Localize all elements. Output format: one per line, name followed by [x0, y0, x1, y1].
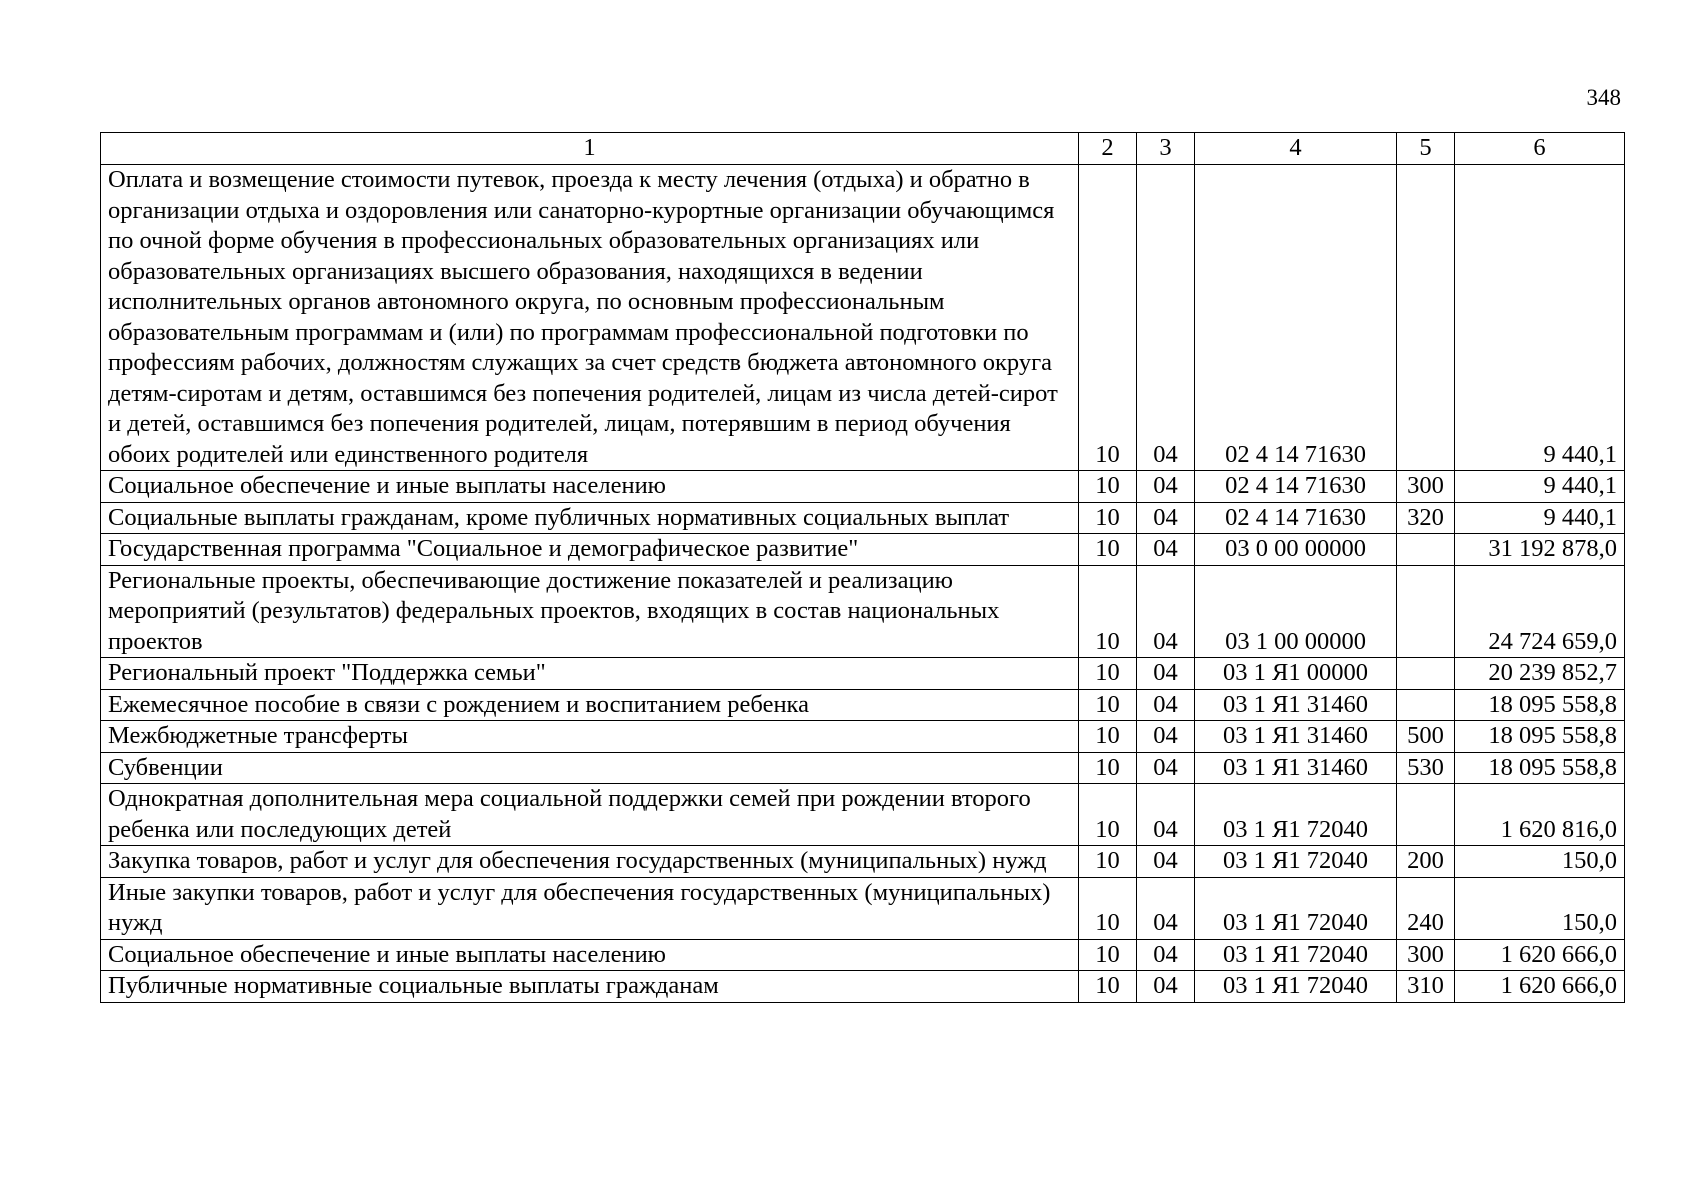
subsection-code-cell: 04 [1137, 689, 1195, 721]
subsection-code-cell: 04 [1137, 502, 1195, 534]
row-name-cell: Региональные проекты, обеспечивающие достижение показателей и реализацию мероприятий (результатов) федеральных проектов, входящих в состав национальных проектов [101, 565, 1079, 658]
row-name-cell: Публичные нормативные социальные выплаты гражданам [101, 971, 1079, 1003]
target-article-cell: 03 1 Я1 72040 [1195, 939, 1397, 971]
table-header-row [101, 133, 1625, 165]
expense-type-cell [1397, 784, 1455, 846]
subsection-code-cell: 04 [1137, 165, 1195, 471]
expense-type-cell: 300 [1397, 471, 1455, 503]
row-name-cell: Субвенции [101, 752, 1079, 784]
table-row [101, 784, 1625, 846]
target-article-cell: 03 1 Я1 31460 [1195, 721, 1397, 753]
page-number: 348 [1586, 85, 1621, 110]
target-article-cell: 03 1 Я1 31460 [1195, 689, 1397, 721]
column-header: 2 [1079, 133, 1137, 165]
subsection-code-cell: 04 [1137, 471, 1195, 503]
expense-type-cell: 200 [1397, 846, 1455, 878]
expense-type-cell: 300 [1397, 939, 1455, 971]
expense-type-cell: 530 [1397, 752, 1455, 784]
row-name-cell: Региональный проект "Поддержка семьи" [101, 658, 1079, 690]
row-name-cell: Межбюджетные трансферты [101, 721, 1079, 753]
section-code-cell: 10 [1079, 658, 1137, 690]
column-header: 1 [101, 133, 1079, 165]
table-row [101, 689, 1625, 721]
amount-cell: 150,0 [1455, 877, 1625, 939]
expense-type-cell [1397, 534, 1455, 566]
section-code-cell: 10 [1079, 846, 1137, 878]
target-article-cell: 03 1 Я1 00000 [1195, 658, 1397, 690]
target-article-cell: 03 1 00 00000 [1195, 565, 1397, 658]
column-header: 3 [1137, 133, 1195, 165]
amount-cell: 18 095 558,8 [1455, 689, 1625, 721]
expense-type-cell: 240 [1397, 877, 1455, 939]
target-article-cell: 02 4 14 71630 [1195, 471, 1397, 503]
subsection-code-cell: 04 [1137, 846, 1195, 878]
section-code-cell: 10 [1079, 689, 1137, 721]
amount-cell: 9 440,1 [1455, 165, 1625, 471]
amount-cell: 1 620 666,0 [1455, 939, 1625, 971]
subsection-code-cell: 04 [1137, 752, 1195, 784]
section-code-cell: 10 [1079, 565, 1137, 658]
section-code-cell: 10 [1079, 784, 1137, 846]
section-code-cell: 10 [1079, 502, 1137, 534]
expense-type-cell [1397, 689, 1455, 721]
section-code-cell: 10 [1079, 939, 1137, 971]
expense-type-cell [1397, 565, 1455, 658]
amount-cell: 1 620 816,0 [1455, 784, 1625, 846]
row-name-cell: Государственная программа "Социальное и демографическое развитие" [101, 534, 1079, 566]
table-row [101, 502, 1625, 534]
target-article-cell: 03 1 Я1 31460 [1195, 752, 1397, 784]
column-header: 6 [1455, 133, 1625, 165]
section-code-cell: 10 [1079, 721, 1137, 753]
table-row [101, 658, 1625, 690]
table-row [101, 752, 1625, 784]
row-name-cell: Однократная дополнительная мера социальной поддержки семей при рождении второго ребенка или последующих детей [101, 784, 1079, 846]
column-header: 5 [1397, 133, 1455, 165]
amount-cell: 20 239 852,7 [1455, 658, 1625, 690]
target-article-cell: 03 0 00 00000 [1195, 534, 1397, 566]
column-header: 4 [1195, 133, 1397, 165]
amount-cell: 150,0 [1455, 846, 1625, 878]
amount-cell: 9 440,1 [1455, 502, 1625, 534]
subsection-code-cell: 04 [1137, 658, 1195, 690]
row-name-cell: Социальные выплаты гражданам, кроме публичных нормативных социальных выплат [101, 502, 1079, 534]
row-name-cell: Закупка товаров, работ и услуг для обеспечения государственных (муниципальных) нужд [101, 846, 1079, 878]
amount-cell: 1 620 666,0 [1455, 971, 1625, 1003]
row-name-cell: Ежемесячное пособие в связи с рождением и воспитанием ребенка [101, 689, 1079, 721]
target-article-cell: 03 1 Я1 72040 [1195, 877, 1397, 939]
table-row [101, 721, 1625, 753]
subsection-code-cell: 04 [1137, 939, 1195, 971]
expense-type-cell: 310 [1397, 971, 1455, 1003]
amount-cell: 24 724 659,0 [1455, 565, 1625, 658]
target-article-cell: 03 1 Я1 72040 [1195, 846, 1397, 878]
amount-cell: 31 192 878,0 [1455, 534, 1625, 566]
amount-cell: 18 095 558,8 [1455, 721, 1625, 753]
expense-type-cell [1397, 165, 1455, 471]
row-name-cell: Социальное обеспечение и иные выплаты населению [101, 471, 1079, 503]
section-code-cell: 10 [1079, 165, 1137, 471]
expense-type-cell: 320 [1397, 502, 1455, 534]
table-row [101, 971, 1625, 1003]
table-row [101, 565, 1625, 658]
table-row [101, 939, 1625, 971]
section-code-cell: 10 [1079, 971, 1137, 1003]
row-name-cell: Оплата и возмещение стоимости путевок, проезда к месту лечения (отдыха) и обратно в организации отдыха и оздоровления или санаторно-курортные организации обучающимся по очной форме обучения в профессиональных образовательных организациях или образовательных организациях высшего образования, находящихся в ведении исполнительных органов автономного округа, по основным профессиональным образовательным программам и (или) по программам профессиональной подготовки по профессиям рабочих, должностям служащих за счет средств бюджета автономного округа детям-сиротам и детям, оставшимся без попечения родителей, лицам из числа детей-сирот и детей, оставшимся без попечения родителей, лицам, потерявшим в период обучения обоих родителей или единственного родителя [101, 165, 1079, 471]
amount-cell: 18 095 558,8 [1455, 752, 1625, 784]
section-code-cell: 10 [1079, 877, 1137, 939]
row-name-cell: Иные закупки товаров, работ и услуг для обеспечения государственных (муниципальных) нужд [101, 877, 1079, 939]
subsection-code-cell: 04 [1137, 784, 1195, 846]
table-row [101, 534, 1625, 566]
subsection-code-cell: 04 [1137, 565, 1195, 658]
table-row [101, 846, 1625, 878]
table-row [101, 471, 1625, 503]
table-body [101, 165, 1625, 1003]
target-article-cell: 02 4 14 71630 [1195, 502, 1397, 534]
target-article-cell: 03 1 Я1 72040 [1195, 784, 1397, 846]
table-row [101, 165, 1625, 471]
table-row [101, 877, 1625, 939]
expense-type-cell [1397, 658, 1455, 690]
section-code-cell: 10 [1079, 534, 1137, 566]
section-code-cell: 10 [1079, 471, 1137, 503]
row-name-cell: Социальное обеспечение и иные выплаты населению [101, 939, 1079, 971]
subsection-code-cell: 04 [1137, 721, 1195, 753]
target-article-cell: 03 1 Я1 72040 [1195, 971, 1397, 1003]
target-article-cell: 02 4 14 71630 [1195, 165, 1397, 471]
budget-table [100, 132, 1625, 1003]
expense-type-cell: 500 [1397, 721, 1455, 753]
subsection-code-cell: 04 [1137, 877, 1195, 939]
subsection-code-cell: 04 [1137, 971, 1195, 1003]
subsection-code-cell: 04 [1137, 534, 1195, 566]
section-code-cell: 10 [1079, 752, 1137, 784]
amount-cell: 9 440,1 [1455, 471, 1625, 503]
